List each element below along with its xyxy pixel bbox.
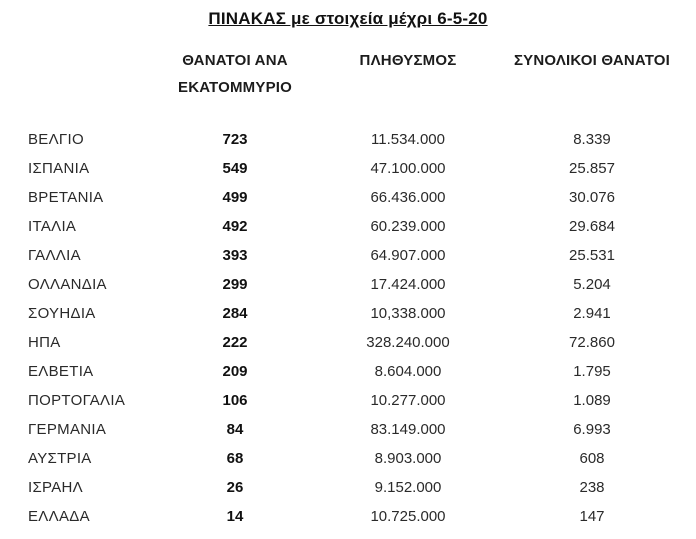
population-cell: 10.277.000 [370, 392, 446, 409]
deaths-per-million-cell: 299 [222, 276, 248, 293]
table-row [0, 386, 678, 415]
deaths-per-million-cell: 84 [226, 421, 244, 438]
population-cell: 8.604.000 [374, 363, 442, 380]
total-deaths-cell: 238 [579, 479, 605, 496]
deaths-per-million-cell: 26 [226, 479, 244, 496]
table-row [0, 415, 678, 444]
total-deaths-cell: 72.860 [569, 334, 615, 351]
total-deaths-cell: 25.857 [569, 160, 615, 177]
data-table [0, 47, 678, 531]
table-row [0, 270, 678, 299]
deaths-per-million-cell: 393 [222, 247, 248, 264]
deaths-per-million-cell: 492 [222, 218, 248, 235]
table-row [0, 328, 678, 357]
column-header-country [0, 47, 160, 125]
country-cell: ΓΑΛΛΙΑ [28, 247, 81, 264]
total-deaths-cell: 608 [579, 450, 605, 467]
deaths-per-million-cell: 68 [226, 450, 244, 467]
table-row [0, 241, 678, 270]
deaths-per-million-cell: 222 [222, 334, 248, 351]
table-row [0, 299, 678, 328]
deaths-per-million-cell: 14 [226, 508, 244, 525]
country-cell: ΙΣΠΑΝΙΑ [28, 160, 90, 177]
deaths-per-million-cell: 499 [222, 189, 248, 206]
population-cell: 60.239.000 [370, 218, 446, 235]
country-cell: ΑΥΣΤΡΙΑ [28, 450, 92, 467]
population-cell: 47.100.000 [370, 160, 446, 177]
country-cell: ΕΛΛΑΔΑ [28, 508, 90, 525]
country-cell: ΣΟΥΗΔΙΑ [28, 305, 96, 322]
table-row [0, 154, 678, 183]
table-row [0, 357, 678, 386]
population-cell: 64.907.000 [370, 247, 446, 264]
population-cell: 328.240.000 [366, 334, 450, 351]
total-deaths-cell: 1.795 [573, 363, 611, 380]
population-cell: 66.436.000 [370, 189, 446, 206]
table-body [0, 125, 678, 531]
page-title: ΠΙΝΑΚΑΣ με στοιχεία μέχρι 6-5-20 [208, 9, 488, 28]
deaths-per-million-cell: 209 [222, 363, 248, 380]
population-cell: 11.534.000 [371, 131, 445, 148]
column-header-total-deaths: ΣΥΝΟΛΙΚΟΙ ΘΑΝΑΤΟΙ [513, 52, 671, 69]
country-cell: ΒΡΕΤΑΝΙΑ [28, 189, 104, 206]
deaths-per-million-cell: 106 [222, 392, 248, 409]
population-cell: 9.152.000 [374, 479, 442, 496]
table-row [0, 444, 678, 473]
table-header [0, 47, 678, 125]
country-cell: ΒΕΛΓΙΟ [28, 131, 84, 148]
total-deaths-cell: 5.204 [573, 276, 611, 293]
population-cell: 17.424.000 [370, 276, 446, 293]
column-header-deaths-per-million-line2: ΕΚΑΤΟΜΜΥΡΙΟ [177, 79, 293, 96]
country-cell: ΕΛΒΕΤΙΑ [28, 363, 94, 380]
column-header-deaths-per-million [160, 47, 310, 125]
total-deaths-cell: 147 [579, 508, 605, 525]
population-cell: 8.903.000 [374, 450, 442, 467]
total-deaths-cell: 8.339 [573, 131, 611, 148]
total-deaths-cell: 1.089 [573, 392, 611, 409]
total-deaths-cell: 25.531 [569, 247, 615, 264]
country-cell: ΠΟΡΤΟΓΑΛΙΑ [28, 392, 126, 409]
country-cell: ΙΣΡΑΗΛ [28, 479, 83, 496]
table-row [0, 502, 678, 531]
table-row [0, 125, 678, 154]
total-deaths-cell: 2.941 [573, 305, 611, 322]
population-cell: 10.725.000 [370, 508, 446, 525]
deaths-per-million-cell: 549 [222, 160, 248, 177]
deaths-per-million-cell: 284 [222, 305, 248, 322]
country-cell: ΙΤΑΛΙΑ [28, 218, 77, 235]
country-cell: ΟΛΛΑΝΔΙΑ [28, 276, 107, 293]
country-cell: ΓΕΡΜΑΝΙΑ [28, 421, 107, 438]
table-row [0, 212, 678, 241]
column-header-deaths-per-million-line1: ΘΑΝΑΤΟΙ ΑΝΑ [182, 52, 288, 69]
total-deaths-cell: 29.684 [569, 218, 615, 235]
header-row [0, 47, 678, 125]
total-deaths-cell: 6.993 [573, 421, 611, 438]
table-row [0, 183, 678, 212]
deaths-per-million-cell: 723 [222, 131, 248, 148]
population-cell: 10,338.000 [370, 305, 446, 322]
column-header-population: ΠΛΗΘΥΣΜΟΣ [359, 52, 457, 69]
population-cell: 83.149.000 [370, 421, 446, 438]
table-row [0, 473, 678, 502]
total-deaths-cell: 30.076 [569, 189, 615, 206]
country-cell: ΗΠΑ [28, 334, 61, 351]
